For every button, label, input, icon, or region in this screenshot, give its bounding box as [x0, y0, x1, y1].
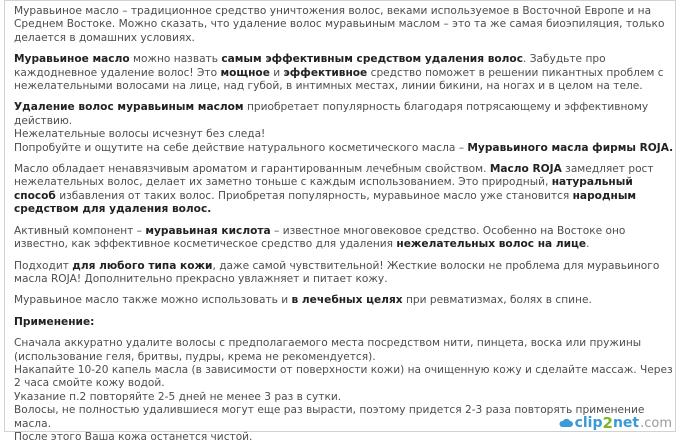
clip2net-watermark: clip 2 net .com — [559, 417, 672, 430]
aroma-paragraph: Масло обладает ненавязчивым ароматом и гарантированным лечебным свойством. Масло ROJA замедляет рост нежелательных волос, делает их заметно тоньше с каждым использованием. Это природный, натуральный способ избавления от таких волос. Приобретая популярность, муравьиное масло уже становится народным средством для удаления волос. — [14, 163, 654, 216]
article-frame — [4, 0, 676, 443]
effectiveness-paragraph: Муравьиное масло можно назвать самым эффективным средством удаления волос. Забудьте про каждодневное удаление волос! Это мощное и эффективное средство поможет в решении пикантных проблем с нежелательными волосами на лице, над губой, в интимных местах, линии бикини, на ногах и в целом на теле. — [14, 53, 664, 93]
usage-step: Волосы, не полностью удалившиеся могут еще раз вырасти, поэтому придется 2-3 раза повторять применение масла. — [14, 404, 645, 430]
active-component-paragraph: Активный компонент – муравьиная кислота – известное многовековое средство. Особенно на Востоке оно известно, как эффективное косметическое средство для удаления нежелательных волос на лице. — [14, 224, 626, 251]
usage-heading: Применение: — [14, 315, 95, 328]
usage-step: Накапайте 10-20 капель масла (в зависимости от поверхности кожи) на очищенную кожу и сделайте массаж. Через 2 часа смойте кожу водой. — [14, 363, 673, 390]
usage-step: Сначала аккуратно удалите волосы с предполагаемого места посредством нити, пинцета, воска или пружины (использование геля, бритвы, пудры, крема не рекомендуется). — [14, 337, 642, 363]
cloud-icon — [559, 418, 573, 428]
usage-step: Указание п.2 повторяйте 2-5 дней не менее 3 раз в сутки. — [14, 390, 342, 403]
article-content — [14, 5, 674, 444]
medical-use-paragraph: Муравьиное масло также можно использовать и в лечебных целях при ревматизмах, болях в спине. — [14, 294, 592, 307]
skin-type-paragraph: Подходит для любого типа кожи, даже самой чувствительной! Жесткие волоски не проблема для муравьиного масла ROJA! Дополнительно прекрасно увлажняет и питает кожу. — [14, 259, 660, 285]
intro-paragraph: Муравьиное масло – традиционное средство уничтожения волос, веками используемое в Восточной Европе и на Среднем Востоке. Можно сказать, что удаление волос муравьиным маслом – это та же самая биоэпиляция, только делается в домашних условиях. — [14, 5, 665, 44]
popularity-paragraph: Удаление волос муравьиным маслом приобретает популярность благодаря потрясающему и эффективному действию. Нежелательные волосы исчезнут без следа! Попробуйте и ощутите на себе действие натурального косметического масла – Муравьиного масла фирмы ROJA. — [14, 101, 674, 154]
usage-step: После этого Ваша кожа останется чистой. — [14, 430, 253, 443]
